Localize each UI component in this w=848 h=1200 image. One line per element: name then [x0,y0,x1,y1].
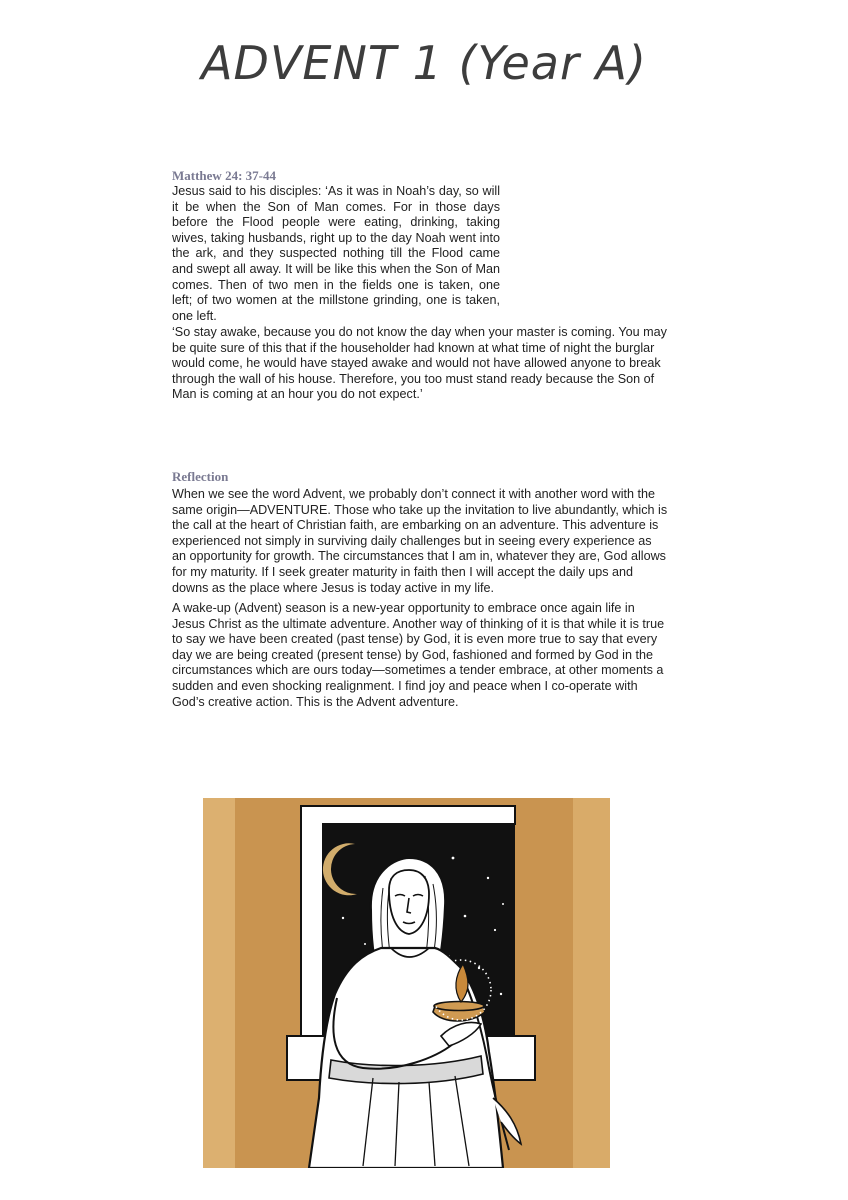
gospel-paragraph: ‘So stay awake, because you do not know the day when your master is coming. You may be quite sure of this that if the householder had known at what time of night the burglar would come, he would have stayed awake and would not have allowed anyone to break through the wall of his house. Therefore, you too must stand ready because the Son of Man is coming at an hour you do not expect.’ [172,325,667,402]
gospel-heading: Matthew 24: 37-44 [172,168,276,183]
woman-holding-lamp-illustration [203,798,610,1168]
page-title: ADVENT 1 (Year A) [201,36,647,90]
illustration-side-panel [573,798,610,1168]
reflection-paragraph: When we see the word Advent, we probably don’t connect it with another word with the same origin—ADVENTURE. Those who take up the invitation to live abundantly, which is the call at the heart of Christian faith, are embarking on an adventure. This adventure is experienced not simply in surviving daily challenges but in seeing every experience as an opportunity for growth. The circumstances that I am in, whatever they are, God allows for my maturity. If I seek greater maturity in faith then I will accept the daily ups and downs as the place where Jesus is today active in my life. [172,487,668,595]
reflection-heading: Reflection [172,469,229,484]
illustration-side-panel [203,798,235,1168]
reflection-paragraph: A wake-up (Advent) season is a new-year opportunity to embrace once again life in Jesus Christ as the ultimate adventure. Another way of thinking of it is that while it is true to say we have been created (past tense) by God, it is even more true to say that every day we are being created (present tense) by God, fashioned and formed by God in the circumstances which are ours today—sometimes a tender embrace, at other moments a sudden and even shocking realignment. I find joy and peace when I co-operate with God’s creative action. This is the Advent adventure. [172,601,665,709]
gospel-paragraph: Jesus said to his disciples: ‘As it was in Noah’s day, so will it be when the Son of Man comes. For in those days before the Flood people were eating, drinking, taking wives, taking husbands, right up to the day Noah went into the ark, and they suspected nothing till the Flood came and swept all away. It will be like this when the Son of Man comes. Then of two men in the fields one is taken, one left; of two women at the millstone grinding, one is taken, one left. [172,184,500,323]
